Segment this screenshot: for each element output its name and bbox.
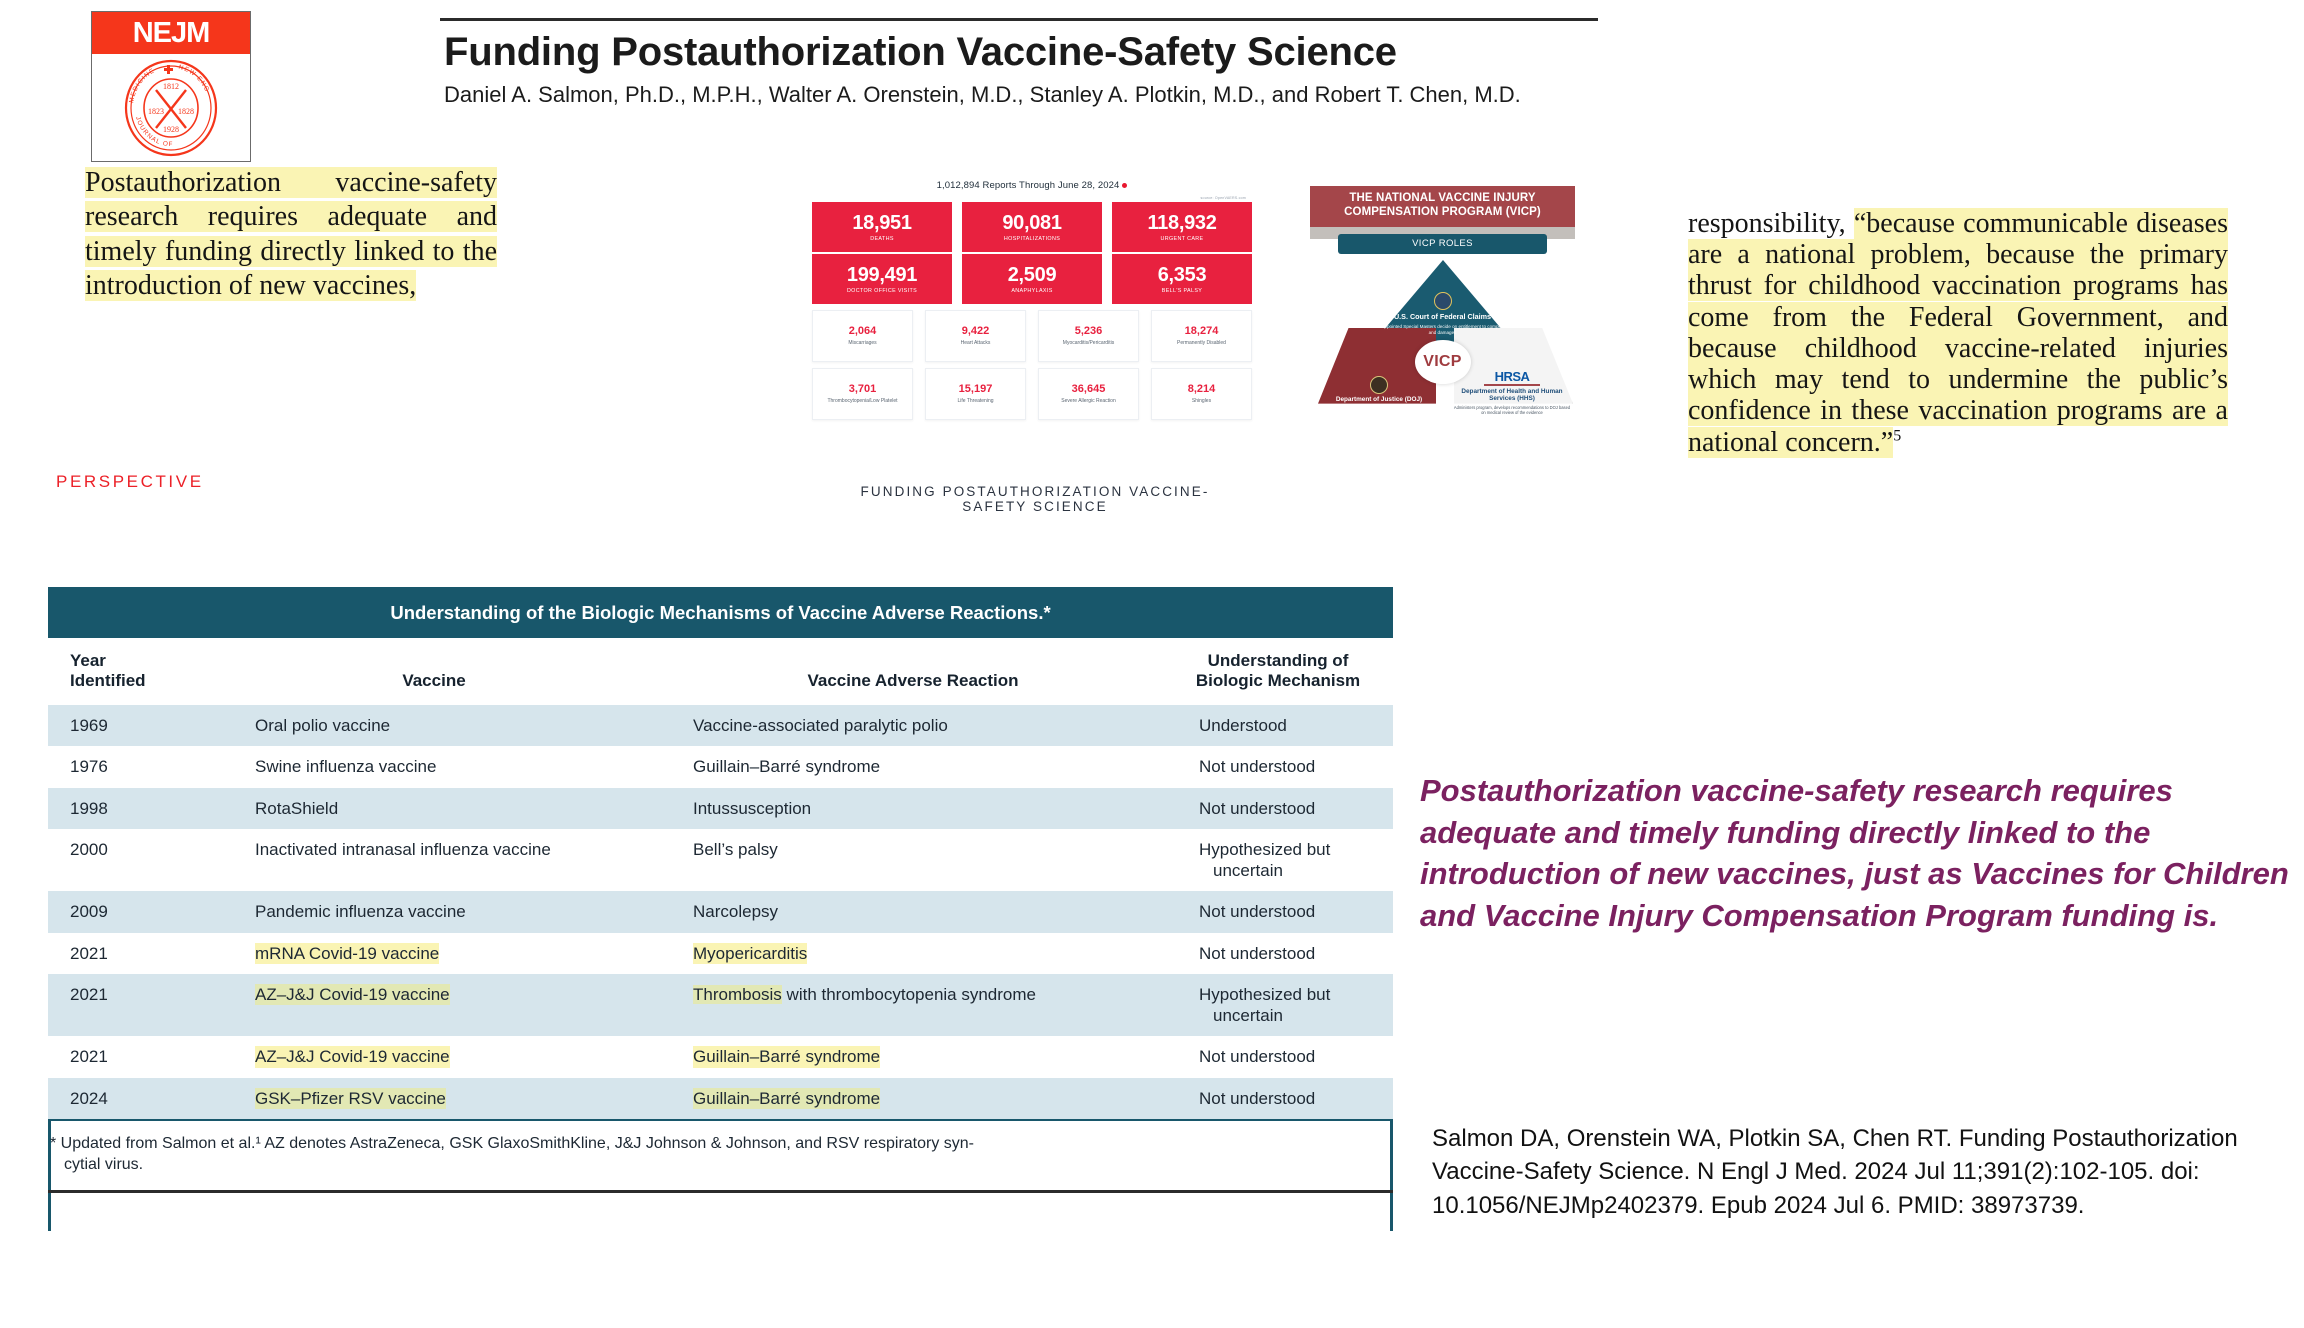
tile-label: BELL'S PALSY (1161, 287, 1203, 294)
cell-understanding (1171, 1036, 1393, 1077)
cell-year: 2000 (70, 839, 108, 859)
vicp-node-hhs (1453, 370, 1571, 416)
cell-vaccine-text: Inactivated intranasal influenza vaccine (255, 839, 551, 859)
tile-label: ANAPHYLAXIS (1011, 287, 1053, 294)
cell-understanding-text: Understood (1199, 716, 1287, 736)
cell-reaction (663, 829, 1171, 892)
cell-vaccine (213, 974, 663, 1037)
vaers-small-tile-group-1 (812, 310, 1252, 362)
column-header-reaction (663, 638, 1171, 705)
vicp-infographic (1310, 186, 1575, 431)
right-highlighted-quote (1688, 208, 2228, 458)
vicp-node-body: Represents HHS in Court (1354, 404, 1404, 410)
cell-reaction (663, 788, 1171, 829)
cell-vaccine-text: Pandemic influenza vaccine (255, 902, 466, 922)
table-row (48, 974, 1393, 1037)
table-header-row (48, 638, 1393, 705)
cell-vaccine (213, 705, 663, 746)
cell-reaction (663, 933, 1171, 974)
col-understanding-line2: Biologic Mechanism (1195, 671, 1361, 691)
cell-understanding (1171, 933, 1393, 974)
table-row (48, 705, 1393, 746)
cell-reaction-text: Intussusception (693, 798, 812, 818)
author-list: Daniel A. Salmon, Ph.D., M.P.H., Walter A. Orenstein, M.D., Stanley A. Plotkin, M.D., and Robert T. Chen, M.D. (444, 82, 1521, 107)
table-title: Understanding of the Biologic Mechanisms of Vaccine Adverse Reactions.* (48, 587, 1393, 638)
cell-understanding (1171, 829, 1393, 892)
cell-vaccine (213, 829, 663, 892)
tile-value: 8,214 (1187, 382, 1216, 395)
tile-label: Heart Attacks (960, 339, 991, 346)
right-quote-text: “because communicable diseases are a national problem, because the primary thrust for childhood vaccination programs has come from the Federal Government, and because childhood vaccine-related injuries which may tend to undermine the public’s confidence in these vaccination programs are a national concern.” (1688, 208, 2228, 458)
vaers-tile-anaphylaxis (962, 254, 1102, 304)
table-row (48, 933, 1393, 974)
cell-understanding-text: Hypothesized but uncertain (1199, 839, 1331, 881)
tile-value: 36,645 (1071, 382, 1106, 395)
cell-vaccine (213, 1036, 663, 1077)
vaers-tile-heart-attacks (925, 310, 1026, 362)
cell-year: 1976 (70, 757, 108, 777)
header-rule (440, 18, 1598, 21)
vaers-tile-life-threatening (925, 368, 1026, 420)
cell-understanding (1171, 705, 1393, 746)
table-bottom-rule (48, 1190, 1393, 1193)
tile-value: 90,081 (1002, 211, 1062, 234)
vaers-tile-thrombocytopenia (812, 368, 913, 420)
tile-label: DEATHS (870, 235, 894, 242)
right-quote-ref: 5 (1893, 427, 1902, 445)
cell-vaccine-text: AZ–J&J Covid-19 vaccine (255, 984, 450, 1004)
vaers-tile-bells-palsy (1112, 254, 1252, 304)
cell-reaction (663, 746, 1171, 787)
cell-vaccine-text: RotaShield (255, 798, 339, 818)
cell-year: 2021 (48, 974, 213, 1037)
svg-text:NEW ENG: NEW ENG (177, 63, 211, 94)
vicp-node-title: Department of Justice (DOJ) (1335, 395, 1423, 403)
right-quote-lead: responsibility, (1688, 208, 1846, 239)
cell-reaction (663, 974, 1171, 1037)
cell-reaction-text: Myopericarditis (693, 943, 808, 963)
cell-reaction-wrap (693, 984, 1036, 1005)
vaers-dot-icon (1122, 183, 1127, 188)
tile-value: 15,197 (958, 382, 993, 395)
vicp-node-doj (1320, 376, 1438, 410)
cell-year: 2021 (70, 943, 108, 963)
column-header-year (48, 638, 213, 705)
left-quote-text: Postauthorization vaccine-safety research requires adequate and timely funding directly linked to the introduction of new vaccines, (85, 167, 497, 302)
cell-understanding (1171, 891, 1393, 932)
tile-label: Shingles (1191, 397, 1212, 404)
tile-value: 9,422 (961, 324, 990, 337)
cell-vaccine-text: Swine influenza vaccine (255, 757, 437, 777)
hrsa-underline (1484, 384, 1540, 386)
col-year-line2: Identified (70, 671, 146, 691)
cell-year: 1998 (48, 788, 213, 829)
figure-caption: FUNDING POSTAUTHORIZATION VACCINE-SAFETY SCIENCE (860, 484, 1210, 514)
vaers-tile-deaths (812, 202, 952, 252)
tile-label: HOSPITALIZATIONS (1003, 235, 1061, 242)
cell-year: 2009 (48, 891, 213, 932)
tile-label: Miscarriages (848, 339, 877, 346)
cell-reaction-text-rest: with thrombocytopenia syndrome (781, 984, 1036, 1004)
column-header-understanding (1171, 638, 1393, 705)
cell-vaccine (213, 1078, 663, 1119)
nejm-logo (91, 11, 251, 162)
page-title: Funding Postauthorization Vaccine-Safety Science (444, 30, 1397, 74)
table-element (48, 638, 1393, 1119)
footnote-line-1: * Updated from Salmon et al.¹ AZ denotes AstraZeneca, GSK GlaxoSmithKline, J&J Johnson & Johnson, and RSV respiratory syn- (50, 1134, 975, 1152)
col-reaction-line1: Vaccine Adverse Reaction (807, 671, 1019, 691)
table-row (48, 829, 1393, 892)
vicp-node-title: U.S. Court of Federal Claims (1393, 311, 1492, 321)
col-understanding-line1: Understanding of (1207, 651, 1349, 670)
tile-value: 2,509 (1007, 263, 1057, 286)
cell-reaction (663, 705, 1171, 746)
doj-seal-icon (1370, 376, 1388, 394)
vicp-center-badge: VICP (1415, 340, 1471, 384)
cell-vaccine-text: AZ–J&J Covid-19 vaccine (255, 1047, 450, 1067)
citation-block: Salmon DA, Orenstein WA, Plotkin SA, Chen RT. Funding Postauthorization Vaccine-Safety Science. N Engl J Med. 2024 Jul 11;391(2):102-105. doi: 10.1056/NEJMp2402379. Epub 2024 Jul 6. PMID: 38973739. (1432, 1125, 2238, 1219)
cell-vaccine (213, 933, 663, 974)
vaers-tile-miscarriages (812, 310, 913, 362)
tile-value: 118,932 (1147, 211, 1217, 234)
tile-label: Myocarditis/Pericarditis (1062, 339, 1115, 346)
svg-text:MEDICINE: MEDICINE (128, 66, 157, 103)
vicp-node-body: Court-appointed Special Masters decide on entitlement to compensation and damages (1369, 323, 1516, 335)
federal-seal-icon (1434, 292, 1452, 310)
svg-text:1812: 1812 (163, 81, 179, 91)
tile-label: Thrombocytopenia/Low Platelet (827, 397, 898, 404)
cell-reaction-text-highlighted: Thrombosis (693, 984, 782, 1004)
vaccine-reactions-table (48, 587, 1393, 1193)
col-year-line1: Year (70, 651, 106, 670)
cell-understanding-text: Not understood (1199, 1047, 1316, 1067)
vicp-roles-row (1310, 234, 1575, 254)
cell-understanding (1171, 1078, 1393, 1119)
cell-understanding-text: Hypothesized but uncertain (1199, 984, 1331, 1026)
vaers-tile-urgent-care (1112, 202, 1252, 252)
cell-reaction-text: Narcolepsy (693, 902, 779, 922)
vaers-tile-severe-allergic-reaction (1038, 368, 1139, 420)
vaers-tile-shingles (1151, 368, 1252, 420)
cell-vaccine-text: Oral polio vaccine (255, 716, 391, 736)
tile-label: URGENT CARE (1160, 235, 1204, 242)
table-row (48, 788, 1393, 829)
vicp-node-title: Department of Health and Human Services (HHS) (1461, 387, 1563, 403)
tile-label: Severe Allergic Reaction (1061, 397, 1116, 404)
tile-value: 6,353 (1157, 263, 1207, 286)
cell-understanding (1171, 746, 1393, 787)
svg-text:JOURNAL OF: JOURNAL OF (134, 115, 174, 148)
section-label-perspective: PERSPECTIVE (56, 472, 204, 491)
cell-vaccine (213, 746, 663, 787)
table-row (48, 1036, 1393, 1077)
cell-year: 2024 (48, 1078, 213, 1119)
cell-vaccine-text: mRNA Covid-19 vaccine (255, 943, 440, 963)
vicp-heading: THE NATIONAL VACCINE INJURY COMPENSATION PROGRAM (VICP) (1310, 186, 1575, 227)
cell-reaction-text: Guillain–Barré syndrome (693, 757, 881, 777)
vicp-node-body: Administers program, develops recommendations to DOJ based on medical review of the evidence (1453, 404, 1571, 416)
cell-year: 2021 (70, 1047, 108, 1067)
cell-vaccine-text: GSK–Pfizer RSV vaccine (255, 1088, 446, 1108)
nejm-seal (92, 54, 250, 161)
cell-understanding-text: Not understood (1199, 798, 1316, 818)
table-row (48, 1078, 1393, 1119)
cell-reaction (663, 891, 1171, 932)
table-row (48, 891, 1393, 932)
cell-understanding-text: Not understood (1199, 757, 1316, 777)
hrsa-logo: HRSA (1494, 368, 1530, 384)
tile-label: DOCTOR OFFICE VISITS (846, 287, 918, 294)
vaers-tile-doctor-office-visits (812, 254, 952, 304)
cell-reaction-text: Guillain–Barré syndrome (693, 1088, 881, 1108)
tile-label: Permanently Disabled (1177, 339, 1226, 346)
tile-value: 199,491 (846, 263, 918, 286)
cell-understanding (1171, 788, 1393, 829)
cell-vaccine (213, 891, 663, 932)
vaers-tile-myocarditis-pericarditis (1038, 310, 1139, 362)
vaers-big-tile-group-2 (812, 254, 1252, 304)
vaers-small-tile-group-2 (812, 368, 1252, 420)
svg-text:1823: 1823 (148, 106, 164, 116)
cell-reaction-text: Guillain–Barré syndrome (693, 1047, 881, 1067)
table-footnote (48, 1119, 1393, 1176)
vaers-tile-hospitalizations (962, 202, 1102, 252)
vicp-pyramid (1310, 254, 1575, 416)
vaers-big-tile-group-1 (812, 202, 1252, 252)
cell-reaction (663, 1036, 1171, 1077)
tile-value: 5,236 (1074, 324, 1103, 337)
tile-value: 18,951 (852, 211, 912, 234)
cell-reaction (663, 1078, 1171, 1119)
vaers-source-note: source: OpenVAERS.com (1200, 196, 1246, 200)
nejm-wordmark: NEJM (132, 16, 210, 49)
vicp-node-court (1368, 292, 1518, 336)
vaers-title (812, 180, 1252, 191)
vicp-roles-label: VICP ROLES (1338, 234, 1547, 254)
svg-text:1828: 1828 (178, 106, 194, 116)
tile-value: 2,064 (848, 324, 877, 337)
footnote-line-2: cytial virus. (64, 1156, 144, 1174)
tile-value: 3,701 (848, 382, 877, 395)
cell-vaccine (213, 788, 663, 829)
table-row (48, 746, 1393, 787)
pull-quote: Postauthorization vaccine-safety research requires adequate and timely funding directly linked to the introduction of new vaccines, just as Vaccines for Children and Vaccine Injury Compensation Program funding is. (1420, 773, 2289, 933)
cell-understanding-text: Not understood (1199, 1088, 1316, 1108)
svg-text:1928: 1928 (163, 124, 179, 134)
vaers-title-text: 1,012,894 Reports Through June 28, 2024 (936, 180, 1120, 191)
cell-understanding-text: Not understood (1199, 902, 1316, 922)
tile-label: Life Threatening (957, 397, 994, 404)
cell-reaction-text: Bell’s palsy (693, 839, 778, 859)
col-vaccine-line1: Vaccine (402, 671, 466, 691)
vaers-tile-permanently-disabled (1151, 310, 1252, 362)
nejm-wordmark-bar (92, 12, 250, 54)
cell-understanding (1171, 974, 1393, 1037)
left-highlighted-quote (85, 166, 497, 304)
table-body (48, 705, 1393, 1119)
cell-reaction-text: Vaccine-associated paralytic polio (693, 716, 948, 736)
column-header-vaccine (213, 638, 663, 705)
vaers-dashboard (812, 176, 1252, 466)
tile-value: 18,274 (1184, 324, 1219, 337)
cell-understanding-text: Not understood (1199, 943, 1316, 963)
cell-year: 1969 (48, 705, 213, 746)
